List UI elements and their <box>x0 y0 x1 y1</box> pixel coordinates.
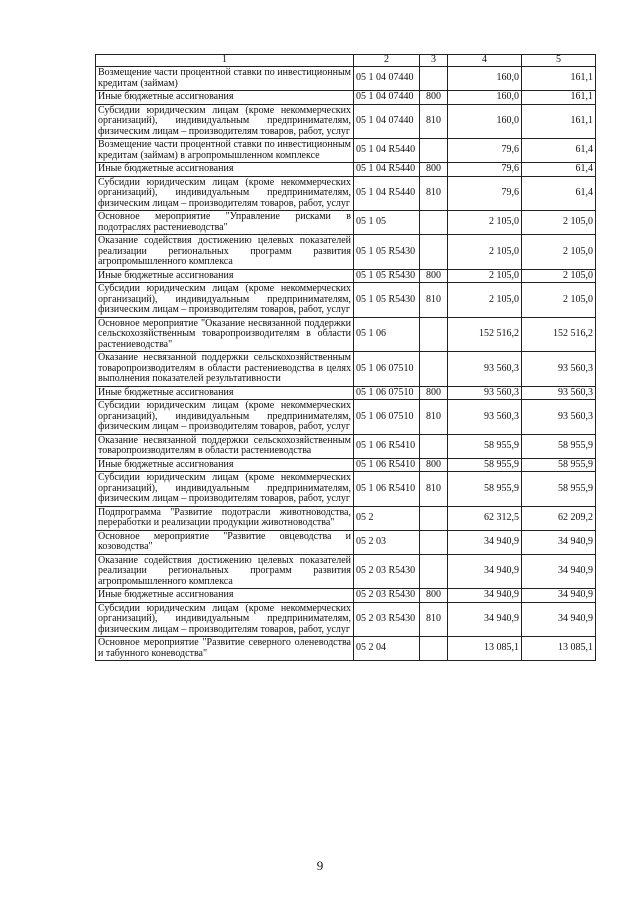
row-code-cell: 05 1 04 07440 <box>354 104 420 139</box>
row-value-col4-cell: 93 560,3 <box>448 352 522 387</box>
row-name-cell: Оказание несвязанной поддержки сельскохозяйственным товаропроизводителям в области растениеводства <box>96 434 354 458</box>
row-code-cell: 05 1 06 07510 <box>354 352 420 387</box>
row-code-cell: 05 1 06 R5410 <box>354 458 420 472</box>
row-expense-type-cell <box>420 139 448 163</box>
row-value-col5-cell: 58 955,9 <box>522 472 596 507</box>
row-name-cell: Субсидии юридическим лицам (кроме некоммерческих организаций), индивидуальным предпринимателям, физическим лицам – производителям товаров, работ, услуг <box>96 400 354 435</box>
row-value-col5-cell: 58 955,9 <box>522 434 596 458</box>
row-value-col4-cell: 93 560,3 <box>448 400 522 435</box>
row-value-col4-cell: 79,6 <box>448 139 522 163</box>
row-name-cell: Субсидии юридическим лицам (кроме некоммерческих организаций), индивидуальным предпринимателям, физическим лицам – производителям товаров, работ, услуг <box>96 176 354 211</box>
row-code-cell: 05 1 05 R5430 <box>354 269 420 283</box>
row-expense-type-cell <box>420 434 448 458</box>
table-row <box>96 472 596 507</box>
row-name-cell: Субсидии юридическим лицам (кроме некоммерческих организаций), индивидуальным предпринимателям, физическим лицам – производителям товаров, работ, услуг <box>96 472 354 507</box>
row-value-col4-cell: 79,6 <box>448 163 522 177</box>
row-expense-type-cell: 800 <box>420 386 448 400</box>
row-value-col4-cell: 58 955,9 <box>448 458 522 472</box>
row-code-cell: 05 1 06 07510 <box>354 400 420 435</box>
row-name-cell: Иные бюджетные ассигнования <box>96 91 354 105</box>
row-code-cell: 05 1 05 R5430 <box>354 283 420 318</box>
row-expense-type-cell <box>420 67 448 91</box>
row-code-cell: 05 1 06 R5410 <box>354 472 420 507</box>
table-row <box>96 176 596 211</box>
row-value-col4-cell: 34 940,9 <box>448 530 522 554</box>
row-value-col5-cell: 2 105,0 <box>522 211 596 235</box>
table-row <box>96 386 596 400</box>
row-name-cell: Оказание содействия достижению целевых показателей реализации региональных программ развития агропромышленного комплекса <box>96 235 354 270</box>
table-row <box>96 400 596 435</box>
table-row <box>96 554 596 589</box>
page-number: 9 <box>316 858 324 873</box>
row-value-col4-cell: 160,0 <box>448 67 522 91</box>
table-row <box>96 235 596 270</box>
column-header: 3 <box>420 55 448 67</box>
table-row <box>96 530 596 554</box>
row-name-cell: Иные бюджетные ассигнования <box>96 386 354 400</box>
row-value-col5-cell: 13 085,1 <box>522 637 596 661</box>
table-row <box>96 67 596 91</box>
row-code-cell: 05 1 06 <box>354 317 420 352</box>
row-value-col5-cell: 34 940,9 <box>522 554 596 589</box>
column-header: 4 <box>448 55 522 67</box>
budget-table <box>95 54 596 661</box>
row-value-col5-cell: 2 105,0 <box>522 283 596 318</box>
row-name-cell: Иные бюджетные ассигнования <box>96 163 354 177</box>
row-value-col4-cell: 79,6 <box>448 176 522 211</box>
row-code-cell: 05 2 03 R5430 <box>354 589 420 603</box>
row-value-col5-cell: 93 560,3 <box>522 386 596 400</box>
row-expense-type-cell: 800 <box>420 269 448 283</box>
row-value-col4-cell: 2 105,0 <box>448 269 522 283</box>
row-expense-type-cell: 810 <box>420 400 448 435</box>
row-expense-type-cell: 810 <box>420 602 448 637</box>
row-value-col4-cell: 34 940,9 <box>448 554 522 589</box>
row-expense-type-cell: 810 <box>420 283 448 318</box>
row-code-cell: 05 2 03 R5430 <box>354 602 420 637</box>
row-value-col4-cell: 13 085,1 <box>448 637 522 661</box>
row-name-cell: Основное мероприятие "Оказание несвязанной поддержки сельскохозяйственным товаропроизводителям в области растениеводства" <box>96 317 354 352</box>
row-expense-type-cell <box>420 235 448 270</box>
row-name-cell: Подпрограмма "Развитие подотрасли животноводства, переработки и реализации продукции животноводства" <box>96 506 354 530</box>
table-row <box>96 104 596 139</box>
row-expense-type-cell <box>420 554 448 589</box>
table-row <box>96 163 596 177</box>
table-row <box>96 317 596 352</box>
row-code-cell: 05 1 04 07440 <box>354 91 420 105</box>
row-code-cell: 05 1 06 R5410 <box>354 434 420 458</box>
row-value-col4-cell: 34 940,9 <box>448 602 522 637</box>
row-value-col4-cell: 160,0 <box>448 104 522 139</box>
table-row <box>96 434 596 458</box>
row-name-cell: Основное мероприятие "Развитие овцеводства и козоводства" <box>96 530 354 554</box>
row-name-cell: Иные бюджетные ассигнования <box>96 589 354 603</box>
row-code-cell: 05 2 <box>354 506 420 530</box>
row-code-cell: 05 1 04 R5440 <box>354 176 420 211</box>
row-value-col4-cell: 34 940,9 <box>448 589 522 603</box>
table-row <box>96 139 596 163</box>
row-expense-type-cell: 800 <box>420 458 448 472</box>
table-row <box>96 211 596 235</box>
row-code-cell: 05 2 03 R5430 <box>354 554 420 589</box>
row-value-col4-cell: 93 560,3 <box>448 386 522 400</box>
row-code-cell: 05 1 06 07510 <box>354 386 420 400</box>
row-code-cell: 05 2 04 <box>354 637 420 661</box>
row-value-col5-cell: 58 955,9 <box>522 458 596 472</box>
row-value-col4-cell: 58 955,9 <box>448 472 522 507</box>
row-expense-type-cell <box>420 352 448 387</box>
row-value-col4-cell: 152 516,2 <box>448 317 522 352</box>
row-value-col5-cell: 61,4 <box>522 176 596 211</box>
table-row <box>96 506 596 530</box>
column-header: 1 <box>96 55 354 67</box>
row-code-cell: 05 2 03 <box>354 530 420 554</box>
row-name-cell: Возмещение части процентной ставки по инвестиционным кредитам (займам) <box>96 67 354 91</box>
table-row <box>96 283 596 318</box>
row-expense-type-cell <box>420 530 448 554</box>
row-value-col4-cell: 160,0 <box>448 91 522 105</box>
table-row <box>96 458 596 472</box>
table-row <box>96 269 596 283</box>
table-row <box>96 637 596 661</box>
row-value-col5-cell: 152 516,2 <box>522 317 596 352</box>
row-expense-type-cell <box>420 317 448 352</box>
row-expense-type-cell <box>420 211 448 235</box>
row-name-cell: Оказание содействия достижению целевых показателей реализации региональных программ развития агропромышленного комплекса <box>96 554 354 589</box>
row-code-cell: 05 1 05 <box>354 211 420 235</box>
table-header-row <box>96 55 596 67</box>
row-name-cell: Основное мероприятие "Управление рисками в подотраслях растениеводства" <box>96 211 354 235</box>
row-name-cell: Субсидии юридическим лицам (кроме некоммерческих организаций), индивидуальным предпринимателям, физическим лицам – производителям товаров, работ, услуг <box>96 104 354 139</box>
row-value-col5-cell: 34 940,9 <box>522 589 596 603</box>
row-name-cell: Субсидии юридическим лицам (кроме некоммерческих организаций), индивидуальным предпринимателям, физическим лицам – производителям товаров, работ, услуг <box>96 283 354 318</box>
table-row <box>96 602 596 637</box>
row-value-col5-cell: 161,1 <box>522 104 596 139</box>
column-header: 2 <box>354 55 420 67</box>
row-name-cell: Возмещение части процентной ставки по инвестиционным кредитам (займам) в агропромышленном комплексе <box>96 139 354 163</box>
row-value-col5-cell: 161,1 <box>522 67 596 91</box>
row-expense-type-cell: 810 <box>420 472 448 507</box>
row-value-col4-cell: 2 105,0 <box>448 235 522 270</box>
row-expense-type-cell: 800 <box>420 91 448 105</box>
row-value-col4-cell: 58 955,9 <box>448 434 522 458</box>
row-code-cell: 05 1 04 R5440 <box>354 163 420 177</box>
table-row <box>96 352 596 387</box>
row-expense-type-cell: 810 <box>420 104 448 139</box>
row-expense-type-cell <box>420 506 448 530</box>
row-value-col5-cell: 61,4 <box>522 139 596 163</box>
row-name-cell: Оказание несвязанной поддержки сельскохозяйственным товаропроизводителям в области растениеводства в целях выполнения показателей результативности <box>96 352 354 387</box>
row-expense-type-cell: 800 <box>420 163 448 177</box>
row-value-col5-cell: 2 105,0 <box>522 235 596 270</box>
row-value-col5-cell: 93 560,3 <box>522 352 596 387</box>
row-name-cell: Иные бюджетные ассигнования <box>96 269 354 283</box>
row-name-cell: Иные бюджетные ассигнования <box>96 458 354 472</box>
row-value-col4-cell: 2 105,0 <box>448 283 522 318</box>
row-expense-type-cell <box>420 637 448 661</box>
table-row <box>96 589 596 603</box>
row-code-cell: 05 1 04 07440 <box>354 67 420 91</box>
row-value-col5-cell: 61,4 <box>522 163 596 177</box>
column-header: 5 <box>522 55 596 67</box>
row-value-col5-cell: 34 940,9 <box>522 602 596 637</box>
row-name-cell: Субсидии юридическим лицам (кроме некоммерческих организаций), индивидуальным предпринимателям, физическим лицам – производителям товаров, работ, услуг <box>96 602 354 637</box>
row-value-col5-cell: 93 560,3 <box>522 400 596 435</box>
row-code-cell: 05 1 04 R5440 <box>354 139 420 163</box>
row-value-col5-cell: 34 940,9 <box>522 530 596 554</box>
row-value-col5-cell: 161,1 <box>522 91 596 105</box>
table-row <box>96 91 596 105</box>
row-value-col4-cell: 2 105,0 <box>448 211 522 235</box>
row-name-cell: Основное мероприятие "Развитие северного оленеводства и табунного коневодства" <box>96 637 354 661</box>
row-value-col5-cell: 2 105,0 <box>522 269 596 283</box>
row-value-col5-cell: 62 209,2 <box>522 506 596 530</box>
row-expense-type-cell: 810 <box>420 176 448 211</box>
row-expense-type-cell: 800 <box>420 589 448 603</box>
row-code-cell: 05 1 05 R5430 <box>354 235 420 270</box>
row-value-col4-cell: 62 312,5 <box>448 506 522 530</box>
